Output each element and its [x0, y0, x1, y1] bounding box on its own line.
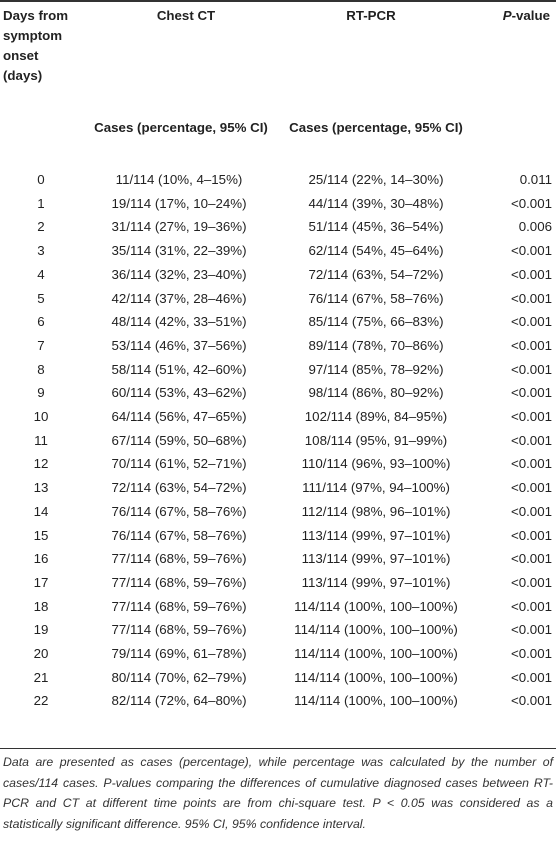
cell-chest-ct: 77/114 (68%, 59–76%): [111, 551, 247, 567]
table-row: [0, 168, 556, 192]
cell-day: 13: [33, 480, 49, 496]
cell-p-value: <0.001: [510, 693, 552, 709]
cell-rt-pcr: 108/114 (95%, 91–99%): [304, 432, 448, 448]
cell-p-value: <0.001: [510, 337, 552, 353]
cell-chest-ct: 11/114 (10%, 4–15%): [115, 172, 243, 187]
cell-p-value: <0.001: [510, 432, 552, 448]
cell-p-value: <0.001: [510, 598, 552, 614]
cell-day: 19: [33, 622, 49, 638]
cell-rt-pcr: 102/114 (89%, 84–95%): [304, 409, 448, 424]
cell-day: 17: [33, 574, 49, 590]
cell-rt-pcr: 113/114 (99%, 97–101%): [301, 551, 451, 567]
table-row: [0, 405, 556, 429]
cell-rt-pcr: 44/114 (39%, 30–48%): [308, 195, 444, 211]
cell-rt-pcr: 98/114 (86%, 80–92%): [308, 385, 444, 401]
subheader-chest-ct: Cases (percentage, 95% CI): [94, 120, 268, 135]
cell-rt-pcr: 25/114 (22%, 14–30%): [308, 172, 444, 187]
cell-chest-ct: 36/114 (32%, 23–40%): [111, 266, 247, 282]
table-row: [0, 381, 556, 405]
cell-rt-pcr: 114/114 (100%, 100–100%): [294, 598, 458, 614]
cell-day: 3: [37, 243, 45, 259]
cell-p-value: <0.001: [510, 314, 552, 330]
cell-day: 0: [37, 172, 45, 187]
cell-p-value: 0.006: [518, 219, 552, 235]
cell-day: 6: [37, 314, 45, 330]
cell-chest-ct: 79/114 (69%, 61–78%): [111, 646, 247, 661]
cell-rt-pcr: 89/114 (78%, 70–86%): [308, 337, 444, 353]
cell-chest-ct: 70/114 (61%, 52–71%): [111, 456, 247, 472]
cell-rt-pcr: 112/114 (98%, 96–101%): [301, 503, 451, 519]
cell-rt-pcr: 114/114 (100%, 100–100%): [294, 646, 458, 661]
header-p-rest: -value: [511, 8, 550, 23]
table-subheader-row: [0, 112, 556, 168]
header-rt-pcr: RT-PCR: [346, 8, 396, 23]
cell-rt-pcr: 62/114 (54%, 45–64%): [308, 243, 444, 259]
cell-rt-pcr: 114/114 (100%, 100–100%): [294, 669, 458, 685]
table-bottom-rule: [0, 748, 556, 749]
cell-p-value: <0.001: [510, 361, 552, 377]
table-row: [0, 215, 556, 239]
cell-p-value: 0.011: [519, 172, 552, 187]
cell-day: 15: [33, 527, 49, 543]
table-row: [0, 500, 556, 524]
header-days: Days from symptom onset (days): [3, 8, 69, 83]
cell-chest-ct: 77/114 (68%, 59–76%): [111, 574, 247, 590]
cell-chest-ct: 76/114 (67%, 58–76%): [111, 527, 247, 543]
table-row: [0, 358, 556, 382]
header-p-italic: P: [502, 8, 512, 23]
cell-p-value: <0.001: [510, 266, 552, 282]
cell-rt-pcr: 114/114 (100%, 100–100%): [294, 693, 458, 709]
cell-day: 21: [33, 669, 49, 685]
cell-day: 7: [37, 337, 45, 353]
table-row: [0, 524, 556, 548]
cell-p-value: <0.001: [510, 385, 552, 401]
cell-day: 1: [37, 195, 45, 211]
cell-p-value: <0.001: [510, 574, 552, 590]
cell-chest-ct: 80/114 (70%, 62–79%): [111, 669, 247, 685]
subheader-rt-pcr: Cases (percentage, 95% CI): [289, 120, 463, 135]
cell-rt-pcr: 110/114 (96%, 93–100%): [301, 456, 451, 472]
cell-rt-pcr: 113/114 (99%, 97–101%): [301, 527, 451, 543]
table-row: [0, 595, 556, 619]
cell-p-value: <0.001: [510, 669, 552, 685]
cell-chest-ct: 31/114 (27%, 19–36%): [111, 219, 247, 235]
table-row: [0, 192, 556, 216]
table-row: [0, 239, 556, 263]
cell-chest-ct: 82/114 (72%, 64–80%): [111, 693, 247, 709]
cell-day: 8: [37, 361, 45, 377]
cell-day: 16: [33, 551, 49, 567]
cell-p-value: <0.001: [510, 290, 552, 306]
cell-p-value: <0.001: [510, 456, 552, 472]
cell-day: 12: [33, 456, 49, 472]
cell-day: 9: [37, 385, 45, 401]
cell-day: 4: [37, 266, 45, 282]
header-chest-ct: Chest CT: [156, 8, 216, 23]
header-p-value: [470, 6, 550, 26]
cell-rt-pcr: 97/114 (85%, 78–92%): [308, 361, 444, 377]
cell-rt-pcr: 111/114 (97%, 94–100%): [302, 480, 450, 496]
table-row: [0, 476, 556, 500]
cell-day: 20: [33, 646, 49, 661]
cell-p-value: <0.001: [510, 503, 552, 519]
cell-rt-pcr: 113/114 (99%, 97–101%): [301, 574, 451, 590]
cell-chest-ct: 76/114 (67%, 58–76%): [111, 503, 247, 519]
cell-p-value: <0.001: [510, 195, 552, 211]
table-row: [0, 287, 556, 311]
table-header-row: [0, 2, 556, 112]
table-row: [0, 642, 556, 666]
cell-p-value: <0.001: [510, 409, 552, 424]
cell-chest-ct: 64/114 (56%, 47–65%): [111, 409, 247, 424]
cell-chest-ct: 19/114 (17%, 10–24%): [111, 195, 247, 211]
cell-chest-ct: 72/114 (63%, 54–72%): [111, 480, 247, 496]
cell-day: 2: [37, 219, 45, 235]
table-row: [0, 310, 556, 334]
cell-chest-ct: 48/114 (42%, 33–51%): [111, 314, 247, 330]
table-row: [0, 618, 556, 642]
table-row: [0, 452, 556, 476]
cell-chest-ct: 35/114 (31%, 22–39%): [111, 243, 247, 259]
cell-rt-pcr: 76/114 (67%, 58–76%): [308, 290, 444, 306]
cell-chest-ct: 67/114 (59%, 50–68%): [111, 432, 247, 448]
cell-rt-pcr: 72/114 (63%, 54–72%): [308, 266, 444, 282]
table-row: [0, 547, 556, 571]
table-footnote: Data are presented as cases (percentage), while percentage was calculated by the number of cases/114 cases. P-values comparing the differences of cumulative diagnosed cases between RT-PCR and CT at different time points are from chi-square test. P < 0.05 was considered as a statistically significant difference. 95% CI, 95% confidence interval.: [3, 755, 553, 831]
cell-rt-pcr: 114/114 (100%, 100–100%): [294, 622, 458, 638]
table-row: [0, 571, 556, 595]
cell-day: 10: [33, 409, 49, 424]
cell-chest-ct: 60/114 (53%, 43–62%): [111, 385, 247, 401]
cell-rt-pcr: 51/114 (45%, 36–54%): [308, 219, 444, 235]
cell-day: 18: [33, 598, 49, 614]
table-row: [0, 429, 556, 453]
cell-chest-ct: 42/114 (37%, 28–46%): [111, 290, 247, 306]
cell-p-value: <0.001: [510, 243, 552, 259]
table-row: [0, 263, 556, 287]
cell-chest-ct: 58/114 (51%, 42–60%): [111, 361, 247, 377]
cell-rt-pcr: 85/114 (75%, 66–83%): [308, 314, 444, 330]
table-row: [0, 666, 556, 690]
cell-day: 5: [37, 290, 45, 306]
table-row: [0, 334, 556, 358]
cell-p-value: <0.001: [510, 646, 552, 661]
cell-p-value: <0.001: [510, 527, 552, 543]
cell-p-value: <0.001: [510, 622, 552, 638]
cell-day: 22: [33, 693, 49, 709]
cell-day: 14: [33, 503, 49, 519]
cell-p-value: <0.001: [510, 551, 552, 567]
table-row: [0, 689, 556, 713]
cell-chest-ct: 53/114 (46%, 37–56%): [111, 337, 247, 353]
cell-p-value: <0.001: [510, 480, 552, 496]
cell-day: 11: [34, 432, 48, 448]
cell-chest-ct: 77/114 (68%, 59–76%): [111, 598, 247, 614]
cell-chest-ct: 77/114 (68%, 59–76%): [111, 622, 247, 638]
